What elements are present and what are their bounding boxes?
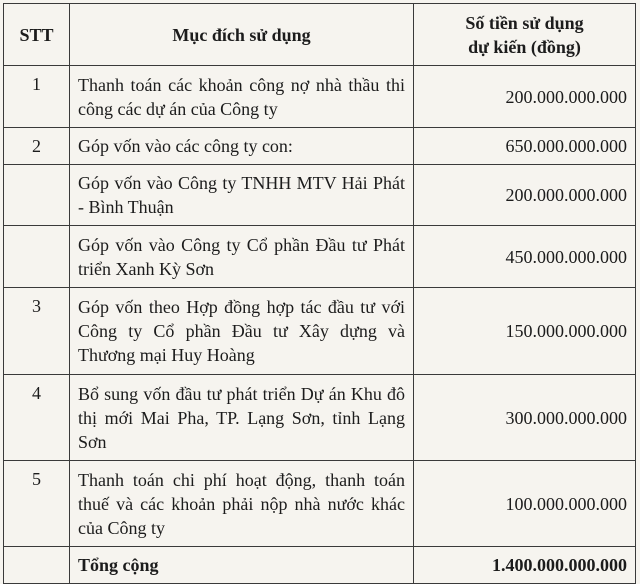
total-amount: 1.400.000.000.000 [414,547,636,584]
row-stt: 2 [4,128,70,165]
header-amount [414,4,636,66]
row-purpose: Thanh toán các khoản công nợ nhà thầu thi công các dự án của Công ty [70,66,414,128]
row-purpose: Góp vốn vào Công ty TNHH MTV Hải Phát - Bình Thuận [70,165,414,226]
header-row [4,4,636,66]
header-stt: STT [4,4,70,66]
header-amount-line2: dự kiến (đồng) [468,36,581,57]
row-stt [4,226,70,288]
row-stt: 4 [4,375,70,461]
row-amount: 200.000.000.000 [414,66,636,128]
total-row [4,547,636,584]
table-row [4,66,636,128]
table-row [4,128,636,165]
row-purpose: Thanh toán chi phí hoạt động, thanh toán thuế và các khoản phải nộp nhà nước khác của Công ty [70,461,414,547]
header-amount-line1: Số tiền sử dụng [465,12,584,33]
row-purpose: Góp vốn vào các công ty con: [70,128,414,165]
row-purpose: Góp vốn theo Hợp đồng hợp tác đầu tư với Công ty Cổ phần Đầu tư Xây dựng và Thương mại Huy Hoàng [70,288,414,375]
row-stt [4,165,70,226]
capital-usage-table [3,3,636,584]
row-amount: 650.000.000.000 [414,128,636,165]
table-row [4,288,636,375]
total-stt [4,547,70,584]
row-stt: 3 [4,288,70,375]
row-amount: 300.000.000.000 [414,375,636,461]
row-amount: 450.000.000.000 [414,226,636,288]
row-amount: 200.000.000.000 [414,165,636,226]
table-row [4,165,636,226]
row-stt: 5 [4,461,70,547]
total-label: Tổng cộng [70,547,414,584]
header-purpose: Mục đích sử dụng [70,4,414,66]
row-stt: 1 [4,66,70,128]
row-amount: 100.000.000.000 [414,461,636,547]
row-purpose: Góp vốn vào Công ty Cổ phần Đầu tư Phát triển Xanh Kỳ Sơn [70,226,414,288]
row-amount: 150.000.000.000 [414,288,636,375]
row-purpose: Bổ sung vốn đầu tư phát triển Dự án Khu đô thị mới Mai Pha, TP. Lạng Sơn, tỉnh Lạng Sơn [70,375,414,461]
table-row [4,226,636,288]
table-row [4,375,636,461]
table-row [4,461,636,547]
